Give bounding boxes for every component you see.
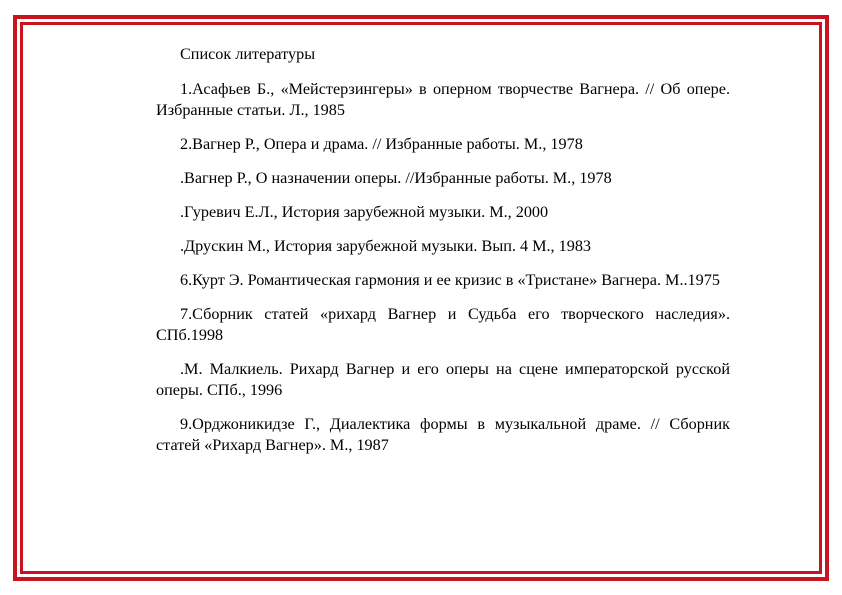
bibliography-entry-5: .Друскин М., История зарубежной музыки. Вып. 4 М., 1983 <box>180 237 592 255</box>
bibliography-entry-6: 6.Курт Э. Романтическая гармония и ее кризис в «Тристане» Вагнера. М..1975 <box>180 271 720 289</box>
bibliography-entry-3: .Вагнер Р., О назначении оперы. //Избранные работы. М., 1978 <box>180 169 612 187</box>
bibliography-entry-9: 9.Орджоникидзе Г., Диалектика формы в музыкальной драме. // Сборник статей «Рихард Вагнер». М., 1987 <box>156 415 730 454</box>
page-title: Список литературы <box>180 45 316 63</box>
bibliography-entry-4: .Гуревич Е.Л., История зарубежной музыки. М., 2000 <box>180 203 549 221</box>
bibliography-entry-8: .М. Малкиель. Рихард Вагнер и его оперы на сцене императорской русской оперы. СПб., 1996 <box>156 360 730 399</box>
bibliography-entry-2: 2.Вагнер Р., Опера и драма. // Избранные работы. М., 1978 <box>180 135 583 153</box>
bibliography-entry-1: 1.Асафьев Б., «Мейстерзингеры» в оперном творчестве Вагнера. // Об опере. Избранные статьи. Л., 1985 <box>156 80 730 119</box>
bibliography-entry-7: 7.Сборник статей «рихард Вагнер и Судьба его творческого наследия». СПб.1998 <box>156 305 730 344</box>
bibliography-section <box>156 44 730 469</box>
